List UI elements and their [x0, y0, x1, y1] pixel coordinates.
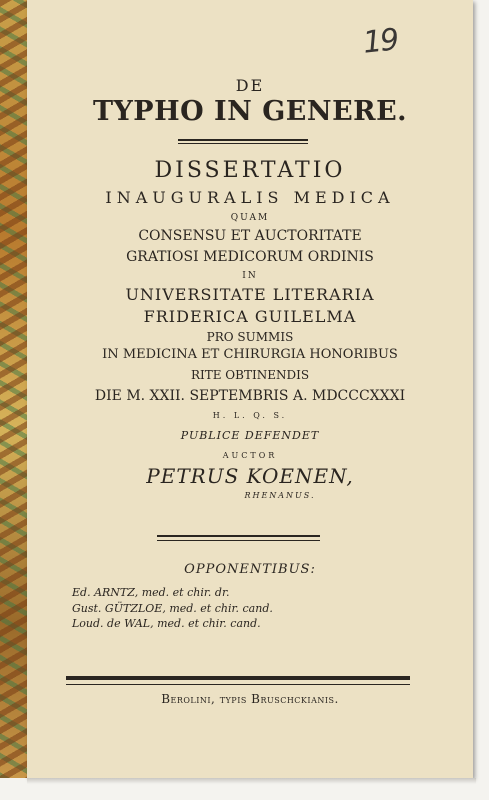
opponent-row: Loud. de WAL, med. et chir. cand.: [72, 617, 261, 630]
bottom-rule-thin: [66, 684, 410, 685]
defendet-line: PUBLICE DEFENDET: [180, 429, 320, 442]
title-rule-thin: [178, 143, 308, 144]
middle-rule: [157, 535, 320, 537]
title-rule: [178, 139, 308, 141]
middle-rule-thin: [157, 540, 320, 541]
date-line: DIE M. XXII. SEPTEMBRIS A. MDCCCXXXI: [94, 388, 406, 404]
handwritten-number: 19: [361, 22, 399, 61]
author-name: PETRUS KOENEN,: [146, 464, 354, 488]
medicina-line: IN MEDICINA ET CHIRURGIA HONORIBUS: [102, 347, 398, 362]
rite-line: RITE OBTINENDIS: [190, 368, 310, 382]
hlqs-line: H. L. Q. S.: [212, 411, 288, 420]
consensu-line: CONSENSU ET AUCTORITATE: [138, 228, 362, 244]
opponent-row: Gust. GÜTZLOE, med. et chir. cand.: [72, 602, 273, 615]
imprint: Berolini, typis Bruschckianis.: [161, 692, 339, 706]
quam-line: QUAM: [230, 213, 270, 223]
bottom-rule: [66, 676, 410, 680]
gratiosi-line: GRATIOSI MEDICORUM ORDINIS: [126, 249, 374, 265]
pro-summis-line: PRO SUMMIS: [206, 330, 294, 344]
inauguralis-line: INAUGURALIS MEDICA: [105, 188, 395, 207]
auctor-line: AUCTOR: [222, 451, 278, 460]
dissertatio-line: DISSERTATIO: [154, 158, 346, 183]
page-shadow: [27, 778, 476, 784]
title-de: DE: [235, 76, 265, 95]
marbled-board-edge: [0, 0, 29, 778]
author-origin: RHENANUS.: [244, 491, 316, 500]
universitate-line: UNIVERSITATE LITERARIA: [125, 285, 375, 304]
in-line: IN: [242, 271, 258, 281]
friderica-line: FRIDERICA GUILELMA: [143, 307, 357, 326]
opponent-row: Ed. ARNTZ, med. et chir. dr.: [72, 586, 230, 599]
opponents-heading: OPPONENTIBUS:: [184, 562, 316, 577]
title-main: TYPHO IN GENERE.: [92, 96, 408, 127]
